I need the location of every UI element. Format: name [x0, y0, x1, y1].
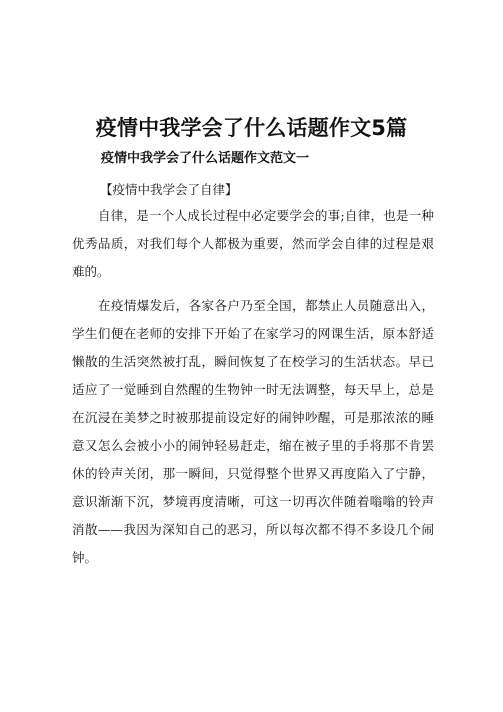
section-heading: 【疫情中我学会了自律】	[100, 182, 238, 197]
document-title: 疫情中我学会了什么话题作文5篇	[95, 116, 408, 140]
essay-subtitle: 疫情中我学会了什么话题作文范文一	[101, 151, 310, 166]
body-paragraph-1: 自律，是一个人成长过程中必定要学会的事;自律，也是一种优秀品质，对我们每个人都极为重要，然而学会自律的过程是艰难的。	[72, 208, 434, 279]
body-paragraph-2: 在疫情爆发后，各家各户乃至全国，都禁止人员随意出入，学生们便在老师的安排下开始了在家学习的网课生活，原本舒适懒散的生活突然被打乱，瞬间恢复了在校学习的生活状态。早已适应了一觉睡到自然醒的生物钟一时无法调整，每天早上，总是在沉浸在美梦之时被那提前设定好的闹钟吵醒，可是那浓浓的睡意又怎么会被小小的闹钟轻易赶走，缩在被子里的手将那不肯罢休的铃声关闭，那一瞬间，只觉得整个世界又再度陷入了宁静，意识渐渐下沉，梦境再度清晰，可这一切再次伴随着嗡嗡的铃声消散——我因为深知自己的恶习，所以每次都不得不多设几个闹钟。	[72, 298, 434, 565]
